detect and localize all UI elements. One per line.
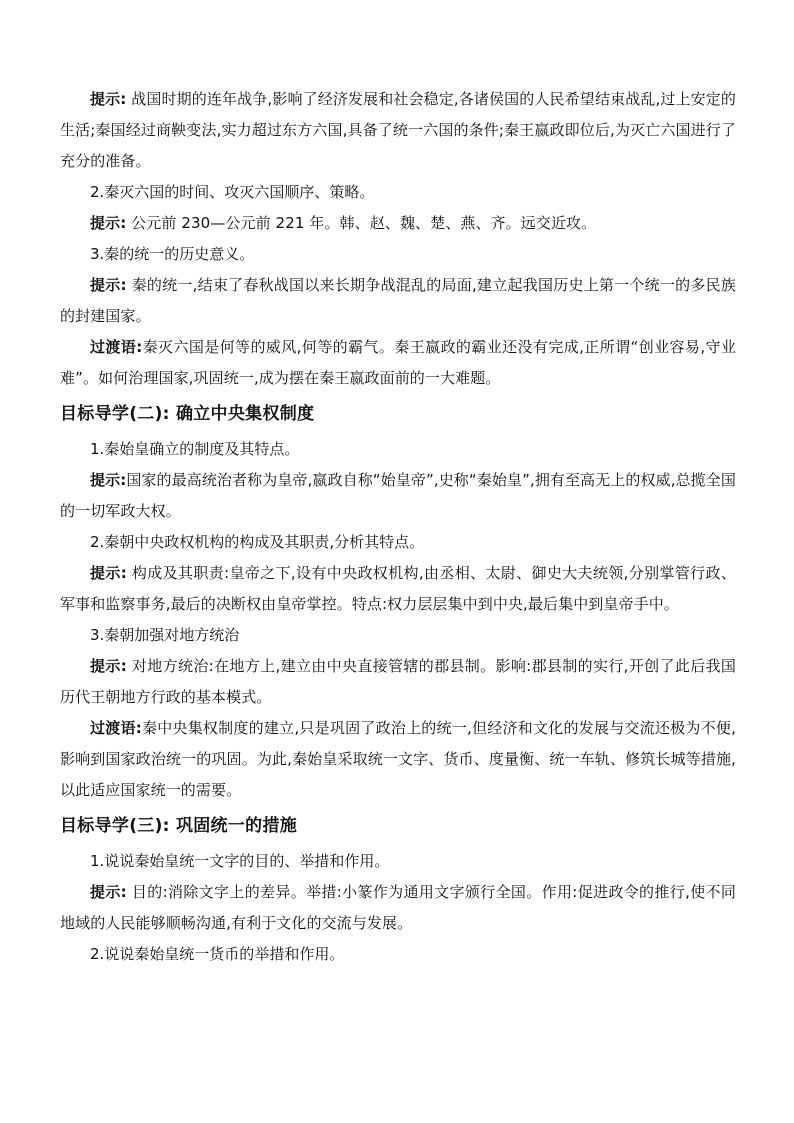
hint-text: 目的:消除文字上的差异。举措:小篆作为通用文字颁行全国。作用:促进政令的推行,使不同地域的人民能够顺畅沟通,有利于文化的交流与发展。 (60, 883, 736, 932)
question-item: 1.说说秦始皇统一文字的目的、举措和作用。 (90, 852, 390, 870)
transition-label: 过渡语: (90, 338, 143, 356)
question-item: 2.说说秦始皇统一货币的举措和作用。 (90, 945, 345, 963)
hint-paragraph (60, 208, 736, 239)
hint-paragraph (60, 84, 736, 177)
question-item: 2.秦灭六国的时间、攻灭六国顺序、策略。 (90, 183, 375, 201)
transition-paragraph (60, 332, 736, 394)
hint-label: 提示: (90, 471, 127, 489)
question-item: 2.秦朝中央政权机构的构成及其职责,分析其特点。 (90, 533, 425, 551)
section-heading: 目标导学(三): 巩固统一的措施 (60, 816, 298, 836)
hint-label: 提示: (90, 214, 127, 232)
hint-paragraph (60, 558, 736, 620)
question-item: 3.秦朝加强对地方统治 (90, 626, 240, 644)
hint-paragraph (60, 651, 736, 713)
hint-text: 秦的统一,结束了春秋战国以来长期争战混乱的局面,建立起我国历史上第一个统一的多民族的封建国家。 (60, 276, 736, 325)
hint-label: 提示: (90, 276, 127, 294)
hint-text: 战国时期的连年战争,影响了经济发展和社会稳定,各诸侯国的人民希望结束战乱,过上安定的生活;秦国经过商鞅变法,实力超过东方六国,具备了统一六国的条件;秦王嬴政即位后,为灭亡六国进行了充分的准备。 (60, 90, 736, 170)
hint-label: 提示: (90, 564, 127, 582)
question-item: 3.秦的统一的历史意义。 (90, 245, 255, 263)
hint-text: 构成及其职责:皇帝之下,设有中央政权机构,由丞相、太尉、御史大夫统领,分别掌管行政、军事和监察事务,最后的决断权由皇帝掌控。特点:权力层层集中到中央,最后集中到皇帝手中。 (60, 564, 736, 613)
hint-label: 提示: (90, 883, 127, 901)
hint-label: 提示: (90, 657, 127, 675)
transition-text: 秦中央集权制度的建立,只是巩固了政治上的统一,但经济和文化的发展与交流还极为不便,影响到国家政治统一的巩固。为此,秦始皇采取统一文字、货币、度量衡、统一车轨、修筑长城等措施,以此适应国家统一的需要。 (60, 719, 736, 799)
hint-paragraph (60, 465, 736, 527)
question-item: 1.秦始皇确立的制度及其特点。 (90, 440, 300, 458)
section-heading: 目标导学(二): 确立中央集权制度 (60, 404, 315, 424)
transition-paragraph (60, 713, 736, 806)
transition-label: 过渡语: (90, 719, 142, 737)
hint-text: 公元前 230—公元前 221 年。韩、赵、魏、楚、燕、齐。远交近攻。 (126, 214, 597, 232)
hint-label: 提示: (90, 90, 127, 108)
hint-paragraph (60, 270, 736, 332)
hint-text: 国家的最高统治者称为皇帝,嬴政自称“始皇帝”,史称“秦始皇”,拥有至高无上的权威,总揽全国的一切军政大权。 (60, 471, 736, 520)
document-body (60, 84, 736, 970)
hint-paragraph (60, 877, 736, 939)
hint-text: 对地方统治:在地方上,建立由中央直接管辖的郡县制。影响:郡县制的实行,开创了此后我国历代王朝地方行政的基本模式。 (60, 657, 736, 706)
transition-text: 秦灭六国是何等的威风,何等的霸气。秦王嬴政的霸业还没有完成,正所谓“创业容易,守业难”。如何治理国家,巩固统一,成为摆在秦王嬴政面前的一大难题。 (60, 338, 736, 387)
